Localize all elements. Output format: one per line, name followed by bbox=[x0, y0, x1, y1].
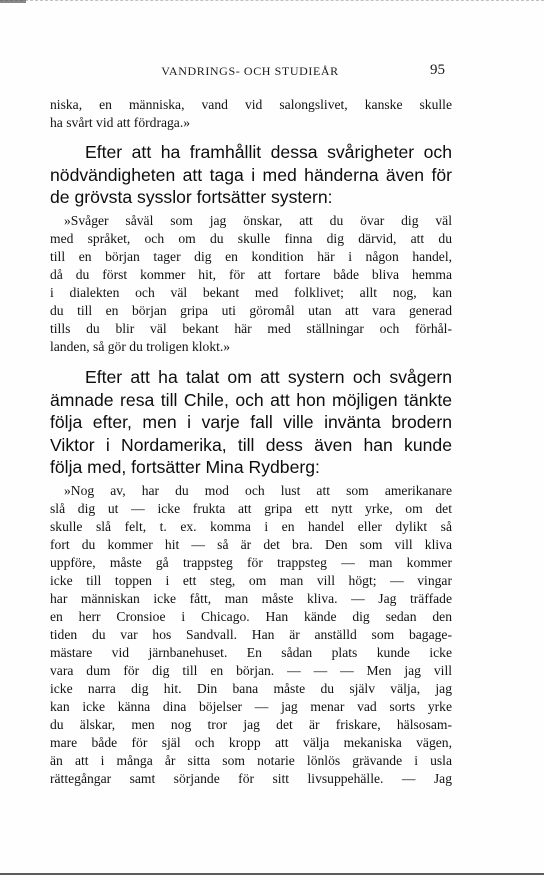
text-line: tiden du var hos Sandvall. Han är anställd som bagage- bbox=[50, 627, 452, 642]
paragraph-continuation bbox=[50, 96, 452, 132]
text-line: icke narra dig hit. Din bana måste du själv välja, jag bbox=[50, 681, 452, 696]
text-line: slå dig ut — icke frukta att gripa ett nytt yrke, om det bbox=[50, 501, 452, 516]
large-text-line: de grövsta sysslor fortsätter systern: bbox=[50, 187, 333, 208]
text-line: fort du kommer hit — så är det bra. Den som vill kliva bbox=[50, 537, 452, 552]
text-line: »Nog av, har du mod och lust att som amerikanare bbox=[64, 483, 452, 498]
large-text-line: nödvändigheten att taga i med händerna även för bbox=[50, 164, 452, 185]
bottom-edge-rule bbox=[0, 873, 544, 875]
text-line: icke till toppen i ett steg, om man vill högt; — vingar bbox=[50, 573, 452, 588]
text-line: skulle slå felt, t. ex. komma i en handel eller dylikt så bbox=[50, 519, 452, 534]
text-line: tills du blir väl bekant här med ställningar och förhål- bbox=[50, 321, 452, 336]
text-line: mästare vid järnbanehuset. En sådan plats kunde icke bbox=[50, 645, 452, 660]
top-edge-mark bbox=[0, 0, 26, 3]
page-number: 95 bbox=[430, 62, 445, 78]
top-edge-rule bbox=[0, 0, 544, 3]
text-line: du till en början gripa uti göromål utan att vara generad bbox=[50, 303, 452, 318]
large-text-line: Viktor i Nordamerika, till dess även han kunde bbox=[50, 434, 452, 455]
text-line: till en början tager dig en kondition här i någon handel, bbox=[50, 249, 452, 264]
text-line: ha svårt vid att fördraga.» bbox=[50, 115, 191, 130]
large-type-paragraph-2 bbox=[50, 366, 452, 479]
text-line: rättegångar samt sörjande för sitt livsuppehälle. — Jag bbox=[50, 771, 452, 786]
text-line: i dialekten och väl bekant med folklivet; allt nog, kan bbox=[50, 285, 452, 300]
text-line: »Svåger såväl som jag önskar, att du övar dig väl bbox=[64, 213, 452, 228]
text-line: än att i många år sitta som notarie lönlös grävande i usla bbox=[50, 753, 452, 768]
large-text-line: följa med, fortsätter Mina Rydberg: bbox=[50, 457, 320, 478]
text-line: mare både för själ och kropp att välja mekaniska vägen, bbox=[50, 735, 452, 750]
quoted-letter-paragraph-2 bbox=[50, 482, 452, 788]
large-text-line: Efter att ha talat om att systern och svågern bbox=[85, 367, 452, 387]
text-line: med språket, och om du skulle finna dig därvid, att du bbox=[50, 231, 452, 246]
running-head: VANDRINGS- OCH STUDIEÅR bbox=[161, 64, 339, 78]
text-line: har människan icke fått, man måste kliva. — Jag träffade bbox=[50, 591, 452, 606]
text-line: landen, så gör du troligen klokt.» bbox=[50, 339, 231, 354]
large-text-line: ämnade resa till Chile, och att hon möjligen tänkte bbox=[50, 389, 452, 410]
large-text-line: följa efter, men i varje fall ville invänta brodern bbox=[50, 412, 452, 433]
quoted-letter-paragraph-1 bbox=[50, 212, 452, 356]
text-line: du älskar, men nog tror jag det är friskare, hälsosam- bbox=[50, 717, 452, 732]
text-line: då du först kommer hit, för att fortare både bliva hemma bbox=[50, 267, 452, 282]
text-line: kan icke känna dina böjelser — jag menar vad sorts yrke bbox=[50, 699, 452, 714]
text-line: vara dum för dig till en början. — — — Men jag vill bbox=[50, 663, 452, 678]
text-line: uppföre, måste gå trappsteg för trappsteg — man kommer bbox=[50, 555, 452, 570]
text-line: en herr Cronsioe i Chicago. Han kände dig sedan den bbox=[50, 609, 452, 624]
large-text-line: Efter att ha framhållit dessa svårigheter och bbox=[85, 142, 452, 162]
large-type-paragraph-1 bbox=[50, 141, 452, 209]
text-line: niska, en människa, vand vid salongslivet, kanske skulle bbox=[50, 97, 452, 112]
